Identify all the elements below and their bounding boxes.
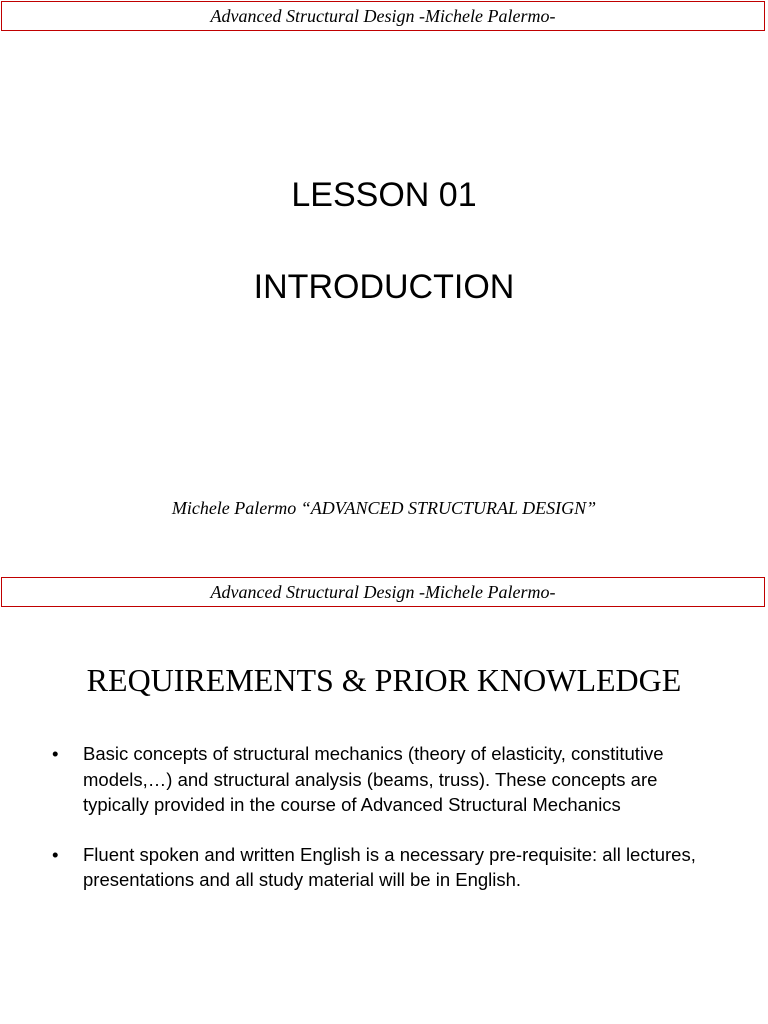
lesson-number: LESSON 01 <box>291 176 477 214</box>
list-item <box>52 842 712 893</box>
slide-header: Advanced Structural Design -Michele Palermo- <box>1 1 765 31</box>
list-item-text: Basic concepts of structural mechanics (theory of elasticity, constitutive models,…) and structural analysis (beams, truss). These concepts are typically provided in the course of Advanced Structural Mechanics <box>83 743 664 815</box>
bullet-icon: • <box>52 743 59 764</box>
slide-header: Advanced Structural Design -Michele Palermo- <box>1 577 765 607</box>
bullet-icon: • <box>52 843 59 865</box>
requirements-list <box>52 741 712 917</box>
slide-requirements <box>0 576 768 1024</box>
author-line: Michele Palermo “ADVANCED STRUCTURAL DESIGN” <box>171 498 597 518</box>
list-item <box>52 741 712 818</box>
requirements-title: REQUIREMENTS & PRIOR KNOWLEDGE <box>86 662 682 698</box>
list-item-text: Fluent spoken and written English is a necessary pre-requisite: all lectures, presentations and all study material will be in English. <box>83 843 696 890</box>
lesson-title: INTRODUCTION <box>253 268 515 306</box>
